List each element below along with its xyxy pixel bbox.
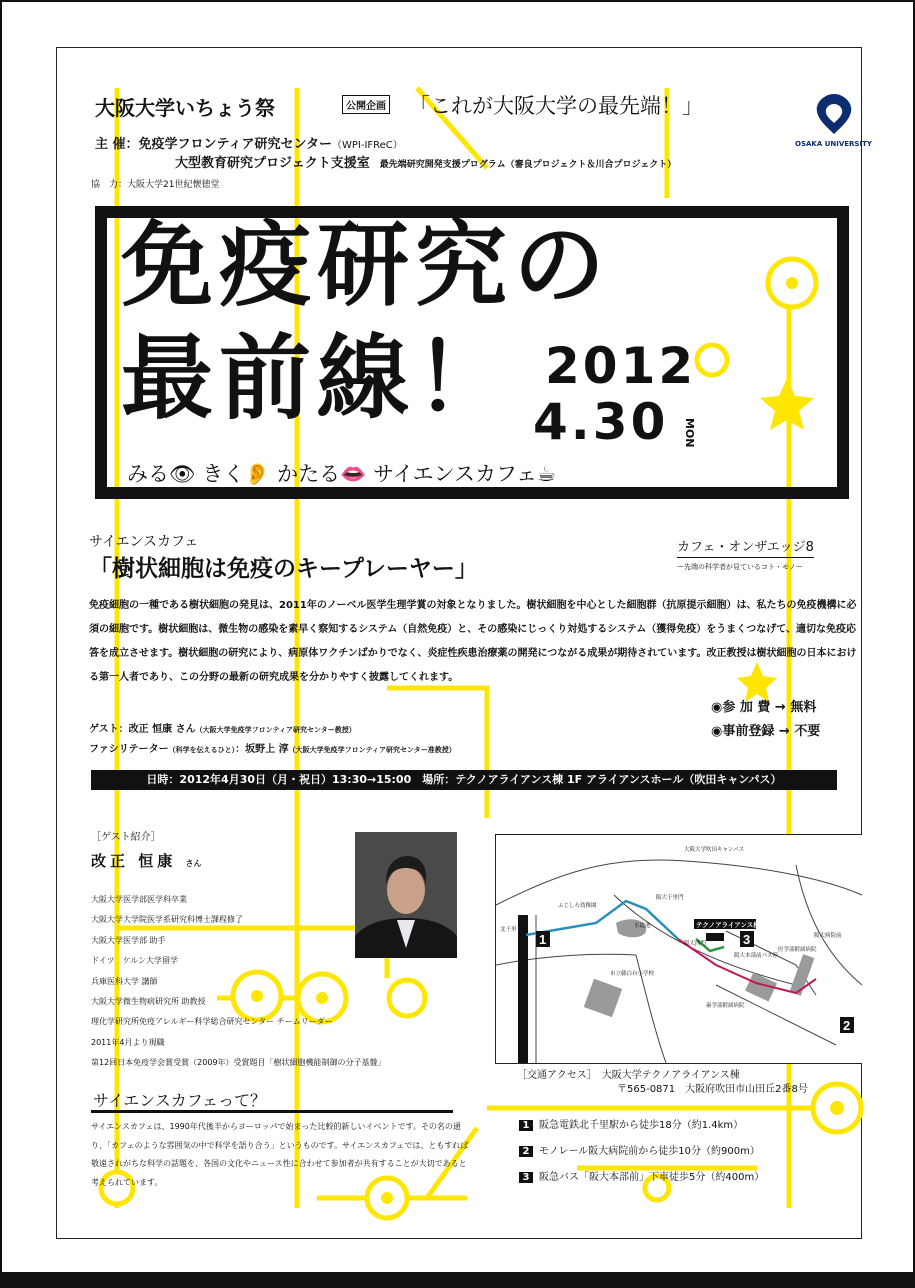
facilitator-role: （科学を伝えるひと） — [168, 746, 236, 754]
date-location-bar: 日時：2012年4月30日（月・祝日）13:30→15:00 場所：テクノアライアンス棟 1F アライアンスホール（吹田キャンパス） — [91, 770, 837, 790]
cooperation: 協 力：大阪大学21世紀懐徳堂 — [91, 180, 220, 190]
facilitator-label: ファシリテーター — [89, 744, 169, 755]
organizer-1-abbr: （WPI-IFReC） — [331, 140, 403, 151]
map-label-senri-gate: 阪大千里門 — [656, 895, 684, 901]
career-item: 大阪大学医学部医学科卒業 — [91, 895, 187, 904]
organizer-label: 主 催： — [95, 137, 139, 152]
what-is-science-cafe-title: サイエンスカフェって？ — [93, 1091, 266, 1110]
route-1 — [519, 1116, 743, 1131]
main-title-line-1: 免疫研究の — [121, 212, 612, 319]
map-label-hospital-station: 阪大病院前 — [814, 933, 842, 939]
route-2-num: 2 — [519, 1146, 533, 1157]
map-label-hospital: 医学部附属病院 — [778, 947, 817, 953]
organizer-2 — [175, 152, 676, 171]
title-tagline: みる👁 きく👂 かたる👄 サイエンスカフェ☕ — [127, 462, 556, 486]
guest-intro-label: ［ゲスト紹介］ — [91, 832, 161, 843]
map-label-school: 市立藤白台小学校 — [610, 971, 655, 977]
career-item: 大阪大学微生物病研究所 助教授 — [91, 997, 206, 1007]
map-label-techno: テクノアライアンス棟 — [696, 922, 760, 929]
access-address: 〒565-0871 大阪府吹田市山田丘2番8号 — [617, 1084, 808, 1095]
guest-name-line: ゲスト：改正 恒康 さん — [89, 724, 196, 735]
map-label-pond: 水道池 — [634, 923, 651, 929]
career-item: 理化学研究所免疫アレルギー科学総合研究センター チームリーダー — [91, 1017, 333, 1027]
festival-subtitle: 「これが大阪大学の最先端！」 — [409, 94, 703, 118]
organizer-2-name: 大型教育研究プロジェクト支援室 — [175, 156, 370, 171]
event-date: 4.30 — [533, 393, 669, 451]
what-is-science-cafe-text: サイエンスカフェは、1990年代後半からヨーロッパで始まった比較的新しいイベントです。その名の通り、「カフェのような雰囲気の中で科学を語り合う」というものです。サイエンスカフェでは、ともすれば敬遠されがちな科学の話題を、各国の文化やニュース性に合わせて参加者が共有することが大切であると考えられています。 — [91, 1122, 469, 1187]
map-label-kindergarten: ふじしろ幼稚園 — [558, 903, 597, 909]
career-item: 第12回日本免疫学会賞受賞（2009年）受賞題目「樹状細胞機能制御の分子基盤」 — [91, 1058, 386, 1068]
route-3 — [519, 1168, 764, 1183]
career-item: 大阪大学大学院医学系研究科博士課程修了 — [91, 915, 243, 925]
cafe-title: 「樹状細胞は免疫のキープレーヤー」 — [89, 556, 478, 582]
guest-line — [89, 720, 356, 735]
map-label-kitasenri: 北千里 — [500, 927, 517, 933]
map-marker-1: 1 — [539, 932, 547, 947]
organizer-1 — [95, 133, 403, 152]
map-label-campus: 大阪大学吹田キャンパス — [684, 847, 745, 853]
map-marker-3: 3 — [743, 932, 751, 947]
route-3-num: 3 — [519, 1172, 533, 1183]
route-2 — [519, 1142, 760, 1157]
logo-text: OSAKA UNIVERSITY — [795, 140, 872, 148]
map-label-dental: 歯学部附属病院 — [706, 1003, 745, 1009]
poster — [56, 47, 872, 1239]
organizer-1-name: 免疫学フロンティア研究センター — [138, 137, 332, 152]
map-marker-2: 2 — [843, 1018, 851, 1033]
map-label-west-gate: 阪大西門 — [684, 941, 707, 947]
main-title-line-2: 最前線！ — [121, 325, 514, 432]
osaka-university-logo-icon — [811, 88, 857, 136]
map-drawing — [496, 835, 862, 1063]
guest-intro-name-text: 改正 恒康 — [91, 852, 177, 870]
access-label: ［交通アクセス］ — [517, 1070, 592, 1081]
career-item: 大阪大学医学部 助手 — [91, 935, 166, 945]
career-item: 兵庫医科大学 講師 — [91, 976, 158, 986]
map-label-bus-stop: 阪大本部前バス停 — [734, 953, 779, 959]
guest-affiliation: （大阪大学免疫学フロンティア研究センター教授） — [195, 726, 356, 734]
cafe-description: 免疫細胞の一種である樹状細胞の発見は、2011年のノーベル医学生理学賞の対象となりました。樹状細胞を中心とした細胞群（抗原提示細胞）は、私たちの免疫機構に必須の細胞です。樹状細胞は、微生物の感染を素早く察知するシステム（自然免疫）と、その感染にじっくり対処するシステム（獲得免疫）をうまくつなげて、適切な免疫応答を成立させます。樹状細胞の研究により、病原体ワクチンばかりでなく、炎症性疾患治療薬の開発につながる成果が期待されています。改正教授は樹状細胞の日本における第一人者であり、この分野の最新の研究成果を分かりやすく披露してくれます。 — [89, 600, 857, 683]
route-1-text: 阪急電鉄北千里駅から徒歩18分（約1.4km） — [539, 1120, 744, 1131]
event-weekday: MON — [683, 418, 696, 448]
guest-honorific: さん — [185, 859, 202, 868]
career-item: ドイツ ケルン大学留学 — [91, 956, 178, 966]
career-item: 2011年4月より現職 — [91, 1037, 165, 1047]
science-cafe-label: サイエンスカフェ — [89, 534, 199, 550]
route-3-text: 阪急バス「阪大本部前」下車徒歩5分（約400m） — [539, 1172, 765, 1183]
event-year: 2012 — [545, 337, 697, 395]
cafe-venue: カフェ・オンザエッジ8 — [677, 536, 814, 558]
route-2-text: モノレール阪大病院前から徒歩10分（約900m） — [539, 1146, 760, 1157]
campus-map — [495, 834, 862, 1064]
facilitator-name: ：坂野上 淳 — [235, 744, 289, 755]
public-event-badge: 公開企画 — [342, 95, 390, 114]
participation-fee: ◉参 加 費 → 無料 — [711, 700, 817, 715]
bottom-bar — [0, 1272, 915, 1288]
guest-intro-name — [91, 850, 201, 871]
what-is-underline — [91, 1110, 453, 1113]
route-1-num: 1 — [519, 1120, 533, 1131]
registration-requirement: ◉事前登録 → 不要 — [711, 724, 821, 739]
festival-name: 大阪大学いちょう祭 — [95, 96, 275, 120]
facilitator-line — [89, 740, 456, 755]
cafe-venue-subtitle: ー先端の科学者が見ているコト・モノー — [677, 563, 803, 571]
organizer-2-note: 最先端研究開発支援プログラム（審良プロジェクト＆川合プロジェクト） — [379, 160, 677, 170]
guest-photo — [355, 832, 457, 958]
access-line-1 — [517, 1066, 740, 1081]
facilitator-affiliation: （大阪大学免疫学フロンティア研究センター准教授） — [288, 746, 456, 754]
access-building: 大阪大学テクノアライアンス棟 — [601, 1070, 740, 1081]
